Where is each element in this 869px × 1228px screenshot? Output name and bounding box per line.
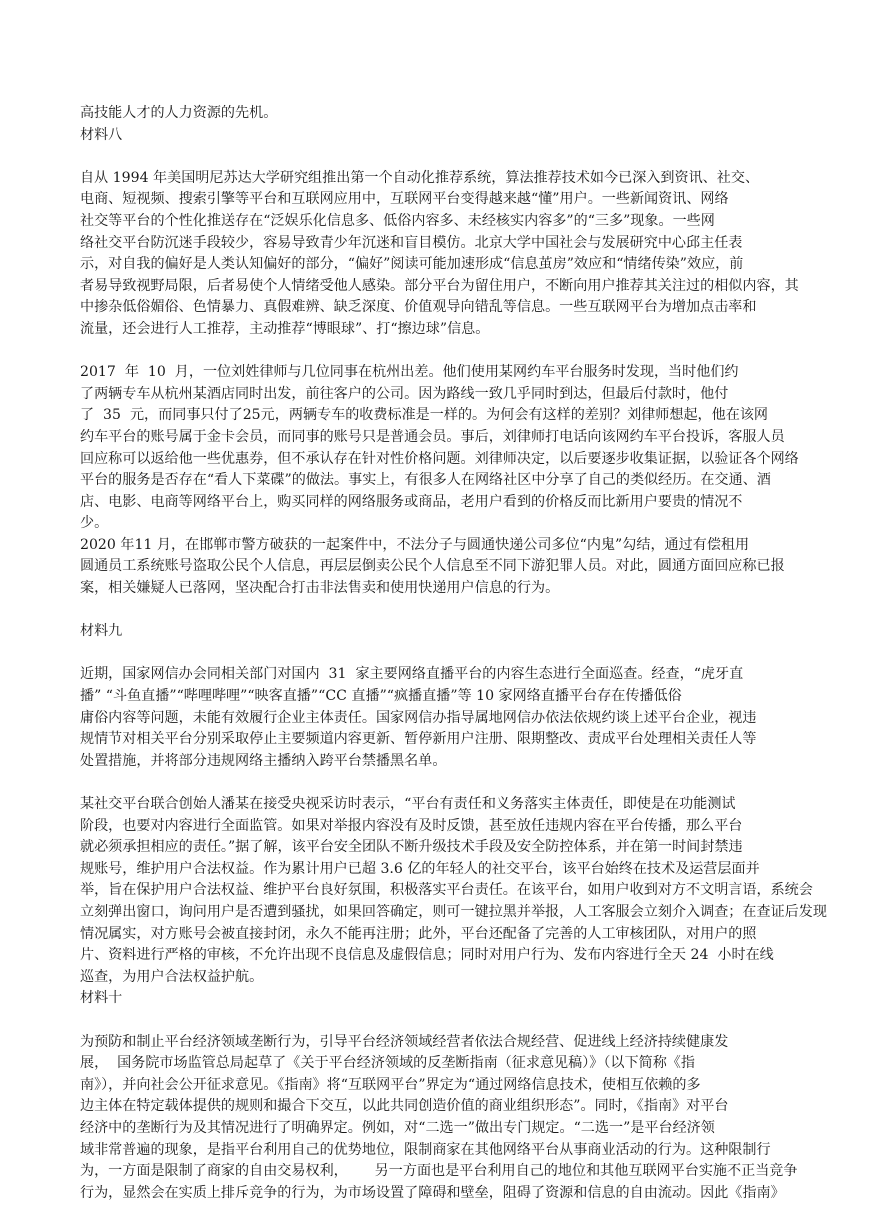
text-line: 高技能人才的人力资源的先机。 (80, 105, 278, 121)
text-line: 店、电影、电商等网络平台上，购买同样的网络服务或商品，老用户看到的价格反而比新用户要贵的情况不 (80, 493, 743, 510)
text-line: 庸俗内容等问题，未能有效履行企业主体责任。国家网信办指导属地网信办依法依规约谈上述平台企业，视违 (80, 709, 757, 726)
text-line: 就必须承担相应的责任。”据了解，该平台安全团队不断升级技术手段及安全防控体系，并在第一时间封禁违 (80, 839, 743, 856)
text-line: 中掺杂低俗媚俗、色情暴力、真假难辨、缺乏深度、价值观导向错乱等信息。一些互联网平台为增加点击率和 (80, 299, 757, 316)
text-line: 规情节对相关平台分别采取停止主要频道内容更新、暂停新用户注册、限期整改、责成平台处理相关责任人等 (80, 731, 757, 748)
text-line: 材料十 (80, 990, 123, 1007)
text-line: 行为，显然会在实质上排斥竞争的行为，为市场设置了障碍和壁垒，阻碍了资源和信息的自由流动。因此《指南》 (80, 1184, 785, 1201)
text-line: 2017 年 10 月，一位刘姓律师与几位同事在杭州出差。他们使用某网约车平台服务时发现，当时他们约 (80, 364, 739, 381)
text-line: 平台的服务是否存在“看人下菜碟”的做法。事实上，有很多人在网络社区中分享了自己的类似经历。在交通、酒 (80, 472, 771, 489)
text-line: 案，相关嫌疑人已落网，坚决配合打击非法售卖和使用快递用户信息的行为。 (80, 580, 560, 597)
text-line: 络社交平台防沉迷手段较少，容易导致青少年沉迷和盲目模仿。北京大学中国社会与发展研究中心邱主任表 (80, 234, 743, 251)
text-line: 某社交平台联合创始人潘某在接受央视采访时表示，“平台有责任和义务落实主体责任，即使是在功能测试 (80, 796, 736, 812)
text-line: 域非常普遍的现象，是指平台利用自己的优势地位，限制商家在其他网络平台从事商业活动的行为。这种限制行 (80, 1141, 771, 1158)
paragraph-gap (80, 600, 792, 622)
text-line: 流量，还会进行人工推荐，主动推荐“博眼球”、打“擦边球”信息。 (80, 320, 490, 337)
text-line: 2020 年11 月，在邯郸市警方破获的一起案件中，不法分子与圆通快递公司多位“内鬼”勾结，通过有偿租用 (80, 536, 750, 553)
text-line: 经济中的垄断行为及其情况进行了明确界定。例如，对“二选一”做出专门规定。“二选一”是平台经济领 (80, 1119, 715, 1136)
text-line: 处置措施，并将部分违规网络主播纳入跨平台禁播黑名单。 (80, 752, 447, 769)
text-line: 示，对自我的偏好是人类认知偏好的部分，“偏好”阅读可能加速形成“信息茧房”效应和“情绪传染”效应，前 (80, 256, 744, 273)
text-line: 材料八 (80, 126, 123, 143)
text-line: 阶段，也要对内容进行全面监管。如果对举报内容没有及时反馈，甚至放任违规内容在平台传播，那么平台 (80, 817, 743, 834)
text-line: 者易导致视野局限，后者易使个人情绪受他人感染。部分平台为留住用户，不断向用户推荐其关注过的相似内容，其 (80, 277, 799, 294)
paragraph-gap (80, 772, 792, 794)
text-line: 材料九 (80, 623, 123, 640)
text-line: 为预防和制止平台经济领域垄断行为，引导平台经济领域经营者依法合规经营、促进线上经济持续健康发 (80, 1033, 729, 1050)
paragraph-gap (80, 341, 792, 363)
text-line: 约车平台的账号属于金卡会员，而同事的账号只是普通会员。事后，刘律师打电话向该网约车平台投诉，客服人员 (80, 428, 785, 445)
text-line: 了 35 元，而同事只付了25元，两辆专车的收费标准是一样的。为何会有这样的差别？刘律师想起，他在该网 (80, 407, 769, 424)
text-line: 了两辆专车从杭州某酒店同时出发，前往客户的公司。因为路线一致几乎同时到达，但最后付款时，他付 (80, 385, 729, 402)
paragraph-gap (80, 643, 792, 665)
text-line: 社交等平台的个性化推送存在“泛娱乐化信息多、低俗内容多、未经核实内容多”的“三多”现象。一些网 (80, 212, 715, 229)
text-line: 近期，国家网信办会同相关部门对国内 31 家主要网络直播平台的内容生态进行全面巡查。经查，“虎牙直 (80, 666, 744, 683)
text-line: 少。 (80, 515, 109, 532)
text-line: 南》），并向社会公开征求意见。《指南》将“互联网平台”界定为“通过网络信息技术，使相互依赖的多 (80, 1076, 701, 1093)
document-body (80, 103, 827, 1204)
paragraph-gap (80, 1010, 792, 1032)
text-line: 为，一方面是限制了商家的自由交易权利， 另一方面也是平台利用自己的地位和其他互联网平台实施不正当竞争 (80, 1163, 798, 1180)
text-line: 边主体在特定载体提供的规则和撮合下交互，以此共同创造价值的商业组织形态”。同时，《指南》对平台 (80, 1098, 729, 1115)
text-line: 圆通员工系统账号盗取公民个人信息，再层层倒卖公民个人信息至不同下游犯罪人员。对此，圆通方面回应称已报 (80, 558, 785, 575)
text-line: 展， 国务院市场监管总局起草了《关于平台经济领域的反垄断指南（征求意见稿）》（以下简称《指 (80, 1055, 695, 1072)
text-line: 片、资料进行严格的审核，不允许出现不良信息及虚假信息；同时对用户行为、发布内容进行全天 24 小时在线 (80, 947, 774, 964)
text-line: 播” “斗鱼直播”“哔哩哔哩”“映客直播”“CC 直播”“疯播直播”等 10 家网络直播平台存在传播低俗 (80, 688, 682, 705)
paragraph-gap (80, 146, 792, 168)
text-line: 举，旨在保护用户合法权益、维护平台良好氛围，积极落实平台责任。在该平台，如用户收到对方不文明言语，系统会 (80, 882, 813, 899)
text-line: 回应称可以返给他一些优惠券，但不承认存在针对性价格问题。刘律师决定，以后要逐步收集证据，以验证各个网络 (80, 450, 799, 467)
text-line: 情况属实，对方账号会被直接封闭，永久不能再注册；此外，平台还配备了完善的人工审核团队，对用户的照 (80, 925, 757, 942)
text-line: 立刻弹出窗口，询问用户是否遭到骚扰，如果回答确定，则可一键拉黑并举报，人工客服会立刻介入调查；在查证后发现 (80, 903, 827, 920)
text-line: 自从 1994 年美国明尼苏达大学研究组推出第一个自动化推荐系统，算法推荐技术如今已深入到资讯、社交、 (80, 169, 760, 186)
text-line: 规账号，维护用户合法权益。作为累计用户已超 3.6 亿的年轻人的社交平台，该平台始终在技术及运营层面并 (80, 860, 760, 877)
text-line: 电商、短视频、搜索引擎等平台和互联网应用中，互联网平台变得越来越“懂”用户。一些新闻资讯、网络 (80, 191, 729, 208)
text-line: 巡查，为用户合法权益护航。 (80, 968, 264, 985)
